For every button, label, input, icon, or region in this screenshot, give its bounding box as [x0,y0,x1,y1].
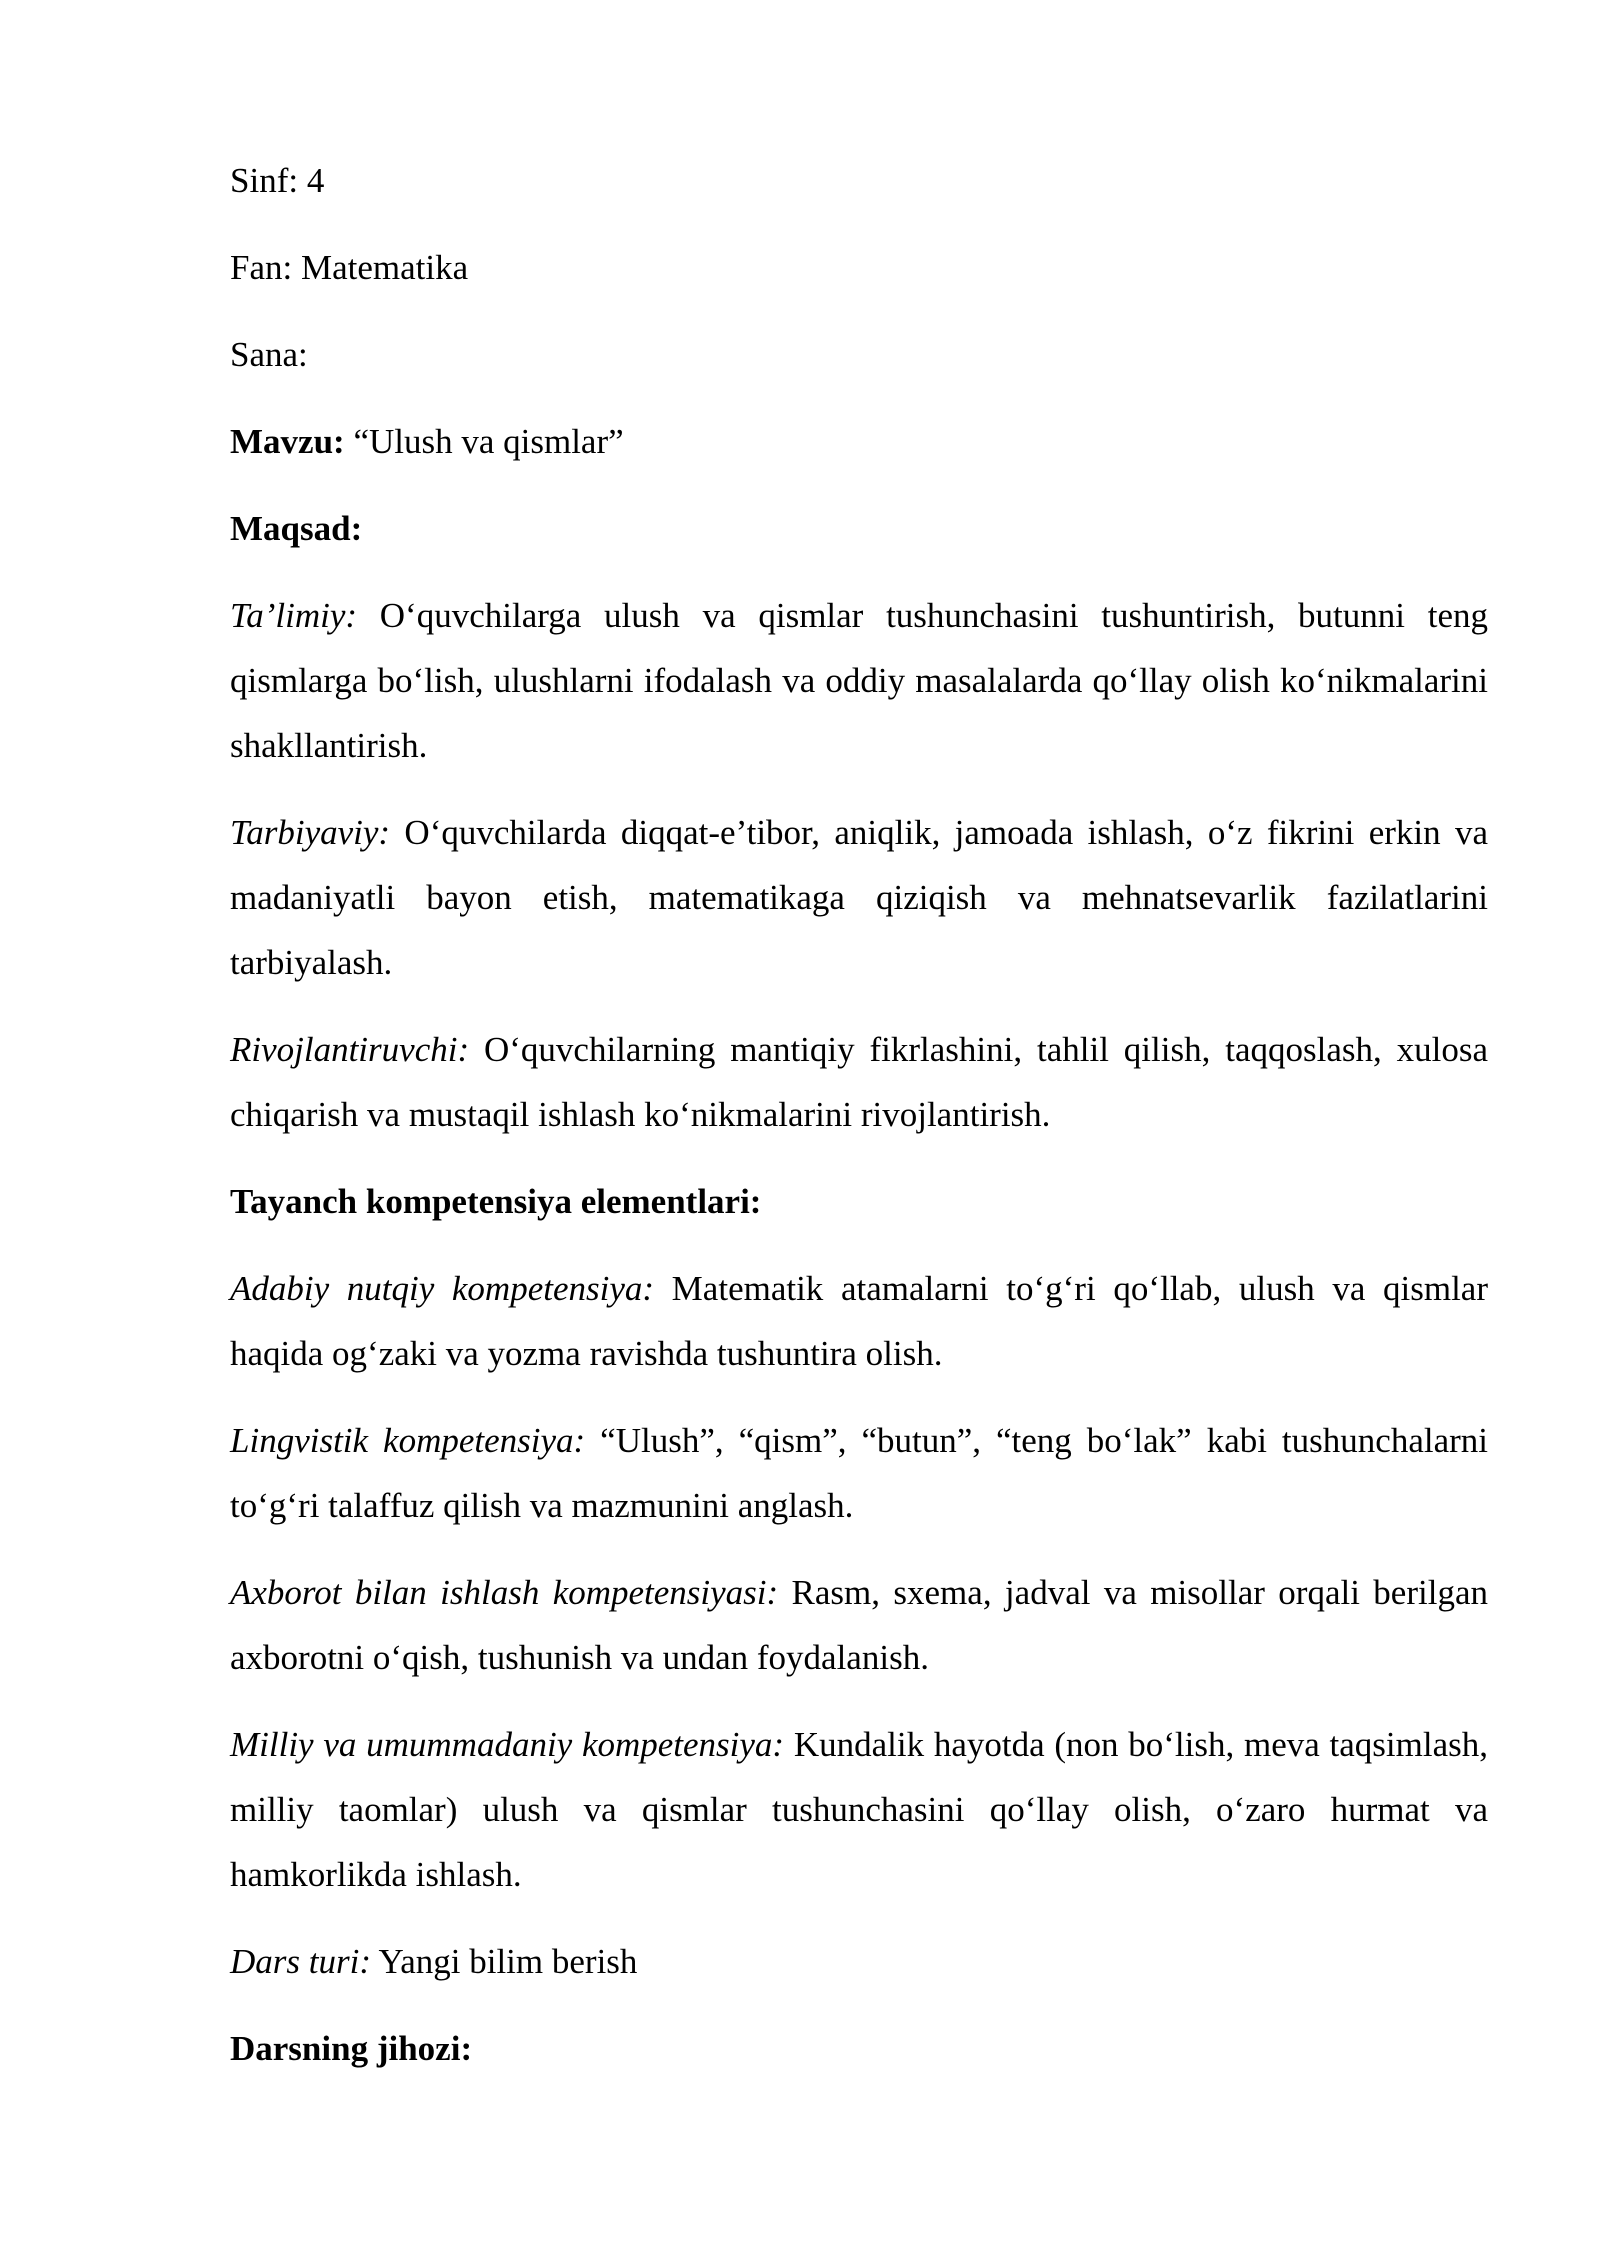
cultural-competency-text: Kundalik hayotda (non bo‘lish, meva taqsimlash, milliy taomlar) ulush va qismlar tushunchasini qo‘llay olish, o‘zaro hurmat va hamkorlikda ishlash. [230,1725,1488,1894]
lesson-type-line [230,1929,1488,1994]
cultural-competency-label: Milliy va umummadaniy kompetensiya: [230,1725,785,1764]
upbringing-goal-label: Tarbiyaviy: [230,813,391,852]
educational-goal-text: O‘quvchilarga ulush va qismlar tushunchasini tushuntirish, butunni teng qismlarga bo‘lish, ulushlarni ifodalash va oddiy masalalarda qo‘llay olish ko‘nikmalarini shakllantirish. [230,596,1488,765]
information-competency [230,1560,1488,1690]
topic-label: Mavzu: [230,422,345,461]
upbringing-goal-text: O‘quvchilarda diqqat-e’tibor, aniqlik, jamoada ishlash, o‘z fikrini erkin va madaniyatli bayon etish, matematikaga qiziqish va mehnatsevarlik fazilatlarini tarbiyalash. [230,813,1488,982]
developmental-goal-text: O‘quvchilarning mantiqiy fikrlashini, tahlil qilish, taqqoslash, xulosa chiqarish va mustaqil ishlash ko‘nikmalarini rivojlantirish. [230,1030,1488,1134]
topic-text: “Ulush va qismlar” [344,422,624,461]
topic-line [230,409,1488,474]
information-competency-label: Axborot bilan ishlash kompetensiyasi: [230,1573,779,1612]
date-line: Sana: [230,335,308,374]
competency-heading: Tayanch kompetensiya elementlari: [230,1182,762,1221]
educational-goal-label: Ta’limiy: [230,596,358,635]
information-competency-text: Rasm, sxema, jadval va misollar orqali berilgan axborotni o‘qish, tushunish va undan foydalanish. [230,1573,1488,1677]
goal-heading: Maqsad: [230,509,363,548]
literary-competency-label: Adabiy nutqiy kompetensiya: [230,1269,655,1308]
upbringing-goal [230,800,1488,995]
cultural-competency [230,1712,1488,1907]
developmental-goal [230,1017,1488,1147]
educational-goal [230,583,1488,778]
literary-competency [230,1256,1488,1386]
linguistic-competency-text: “Ulush”, “qism”, “butun”, “teng bo‘lak” kabi tushunchalarni to‘g‘ri talaffuz qilish va mazmunini anglash. [230,1421,1488,1525]
developmental-goal-label: Rivojlantiruvchi: [230,1030,470,1069]
linguistic-competency [230,1408,1488,1538]
lesson-type-label: Dars turi: [230,1942,371,1981]
literary-competency-text: Matematik atamalarni to‘g‘ri qo‘llab, ulush va qismlar haqida og‘zaki va yozma ravishda tushuntira olish. [230,1269,1488,1373]
grade-line: Sinf: 4 [230,161,325,200]
document-page [230,148,1488,2103]
equipment-heading: Darsning jihozi: [230,2029,473,2068]
linguistic-competency-label: Lingvistik kompetensiya: [230,1421,586,1460]
subject-line: Fan: Matematika [230,248,469,287]
lesson-type-text: Yangi bilim berish [371,1942,638,1981]
